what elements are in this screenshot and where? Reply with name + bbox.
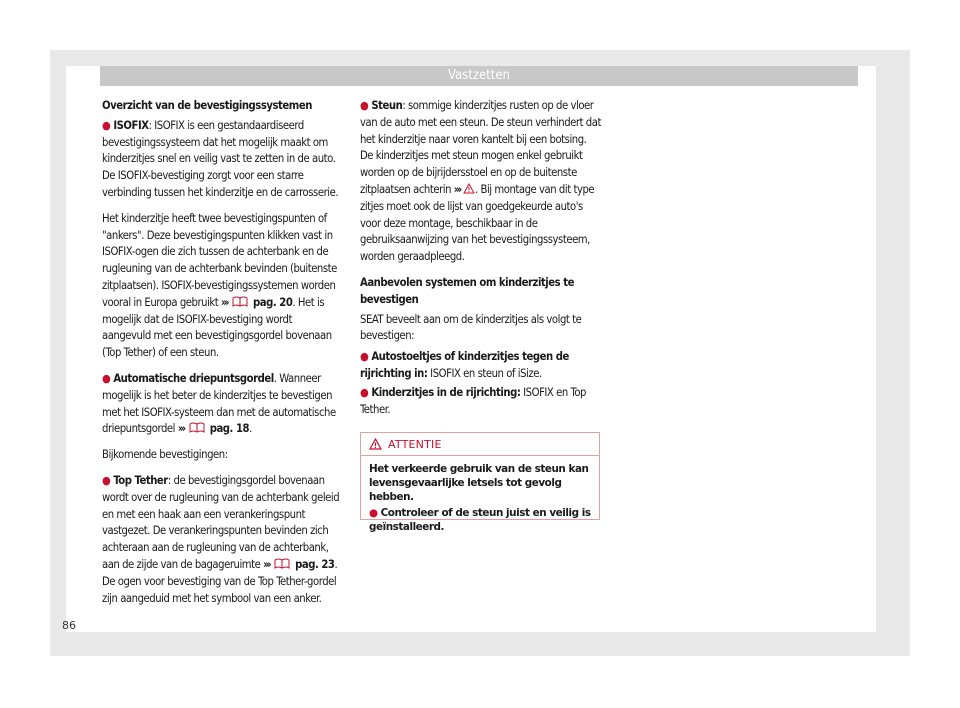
attention-bullet-text: Controleer of de steun juist en veilig is geïnstalleerd. <box>369 507 591 533</box>
top-tether-item <box>102 473 342 607</box>
rear-facing-term: Autostoeltjes of kinderzitjes tegen de rijrichting in: <box>360 350 569 380</box>
warning-triangle-icon <box>369 438 382 450</box>
left-column <box>102 98 342 616</box>
forward-facing-term: Kinderzitjes in de rijrichting: <box>371 385 521 399</box>
steun-term: Steun <box>371 99 403 112</box>
section-header: Vastzetten <box>100 66 858 86</box>
crossref-arrows-icon: ››› <box>177 422 185 436</box>
bullet-icon: ● <box>102 371 111 385</box>
anchors-tail: . Het is mogelijk dat de ISOFIX-bevestiging wordt aangevuld met een bevestigingsgordel bovenaan (Top Tether) of een steun. <box>102 295 332 360</box>
steun-tail: . Bij montage van dit type zitjes moet ook de lijst van goedgekeurde auto's voor deze montage, beschikbaar in de gebruiksaanwijzing van het bevestigingssysteem, worden geraadpleegd. <box>360 182 595 264</box>
page-ref-link[interactable]: pag. 23 <box>295 557 335 571</box>
attention-box <box>360 432 600 533</box>
recommend-item-forward <box>360 385 602 419</box>
crossref-arrows-icon: ››› <box>221 295 228 309</box>
attention-title: ATTENTIE <box>388 437 442 451</box>
overview-heading: Overzicht van de bevestigingssystemen <box>102 99 312 112</box>
top-tether-term: Top Tether <box>113 473 168 487</box>
bullet-icon: ● <box>369 507 378 519</box>
warning-icon <box>463 183 475 194</box>
auto-belt-tail: . <box>249 422 252 436</box>
book-icon <box>189 422 205 433</box>
page-ref-link[interactable]: pag. 20 <box>253 295 293 309</box>
isofix-term: ISOFIX <box>113 118 149 132</box>
attention-text: Het verkeerde gebruik van de steun kan levensgevaarlijke letsels tot gevolg hebben. <box>369 463 589 503</box>
bullet-icon: ● <box>360 350 369 364</box>
right-column <box>360 98 602 427</box>
book-icon <box>232 296 248 307</box>
auto-belt-term: Automatische driepuntsgordel <box>113 371 274 385</box>
attention-header <box>361 433 599 456</box>
auto-belt-item <box>102 371 342 438</box>
anchors-text: Het kinderzitje heeft twee bevestigingspunten of "ankers". Deze bevestigingspunten klikken vast in ISOFIX-ogen die zich tussen de achterbank en de rugleuning van de achterbank bevinden (buitenste zitplaatsen). ISOFIX-bevestigingssystemen worden vooral in Europa gebruikt <box>102 211 337 309</box>
crossref-arrows-icon: ››› <box>453 182 461 196</box>
isofix-text: : ISOFIX is een gestandaardiseerd bevestigingssysteem dat het mogelijk maakt om kinderzitjes snel en veilig vast te zetten in de auto. De ISOFIX-bevestiging zorgt voor een starre verbinding tussen het kinderzitje en de carrosserie. <box>102 118 339 199</box>
forward-facing-text: ISOFIX en Top Tether. <box>360 385 586 416</box>
bullet-icon: ● <box>360 99 369 112</box>
bullet-icon: ● <box>102 473 111 487</box>
top-tether-tail: . De ogen voor bevestiging van de Top Tether-gordel zijn aangeduid met het symbool van een anker. <box>102 557 338 605</box>
book-icon <box>274 558 290 569</box>
steun-text: : sommige kinderzitjes rusten op de vloer van de auto met een steun. De steun verhindert dat het kinderzitje naar voren kantelt bij een botsing. De kinderzitjes met steun mogen enkel gebruikt worden op de bijrijdersstoel en op de buitenste zitplaatsen achterin <box>360 99 601 196</box>
attention-body <box>361 456 599 534</box>
anchors-paragraph <box>102 211 342 362</box>
recommended-heading: Aanbevolen systemen om kinderzitjes te bevestigen <box>360 275 575 306</box>
crossref-arrows-icon: ››› <box>263 557 270 571</box>
attention-bullet-item <box>369 506 591 534</box>
page-ref-link[interactable]: pag. 18 <box>209 422 250 436</box>
recommend-item-rear <box>360 349 602 383</box>
rear-facing-text: ISOFIX en steun of iSize. <box>427 366 542 380</box>
bullet-icon: ● <box>102 118 111 132</box>
steun-item <box>360 98 602 266</box>
extra-label: Bijkomende bevestigingen: <box>102 448 228 462</box>
top-tether-text: : de bevestigingsgordel bovenaan wordt over de rugleuning van de achterbank geleid en met een haak aan een verankeringspunt vastgezet. De verankeringspunten bevinden zich achteraan aan de rugleuning van de achterbank, aan de zijde van de bagageruimte <box>102 473 340 571</box>
isofix-item <box>102 118 342 202</box>
auto-belt-text: . Wanneer mogelijk is het beter de kinderzitjes te bevestigen met het ISOFIX-systeem dan met de automatische driepuntsgordel <box>102 371 336 436</box>
page-number: 86 <box>62 619 76 632</box>
bullet-icon: ● <box>360 385 369 399</box>
recommended-intro: SEAT beveelt aan om de kinderzitjes als volgt te bevestigen: <box>360 312 582 343</box>
